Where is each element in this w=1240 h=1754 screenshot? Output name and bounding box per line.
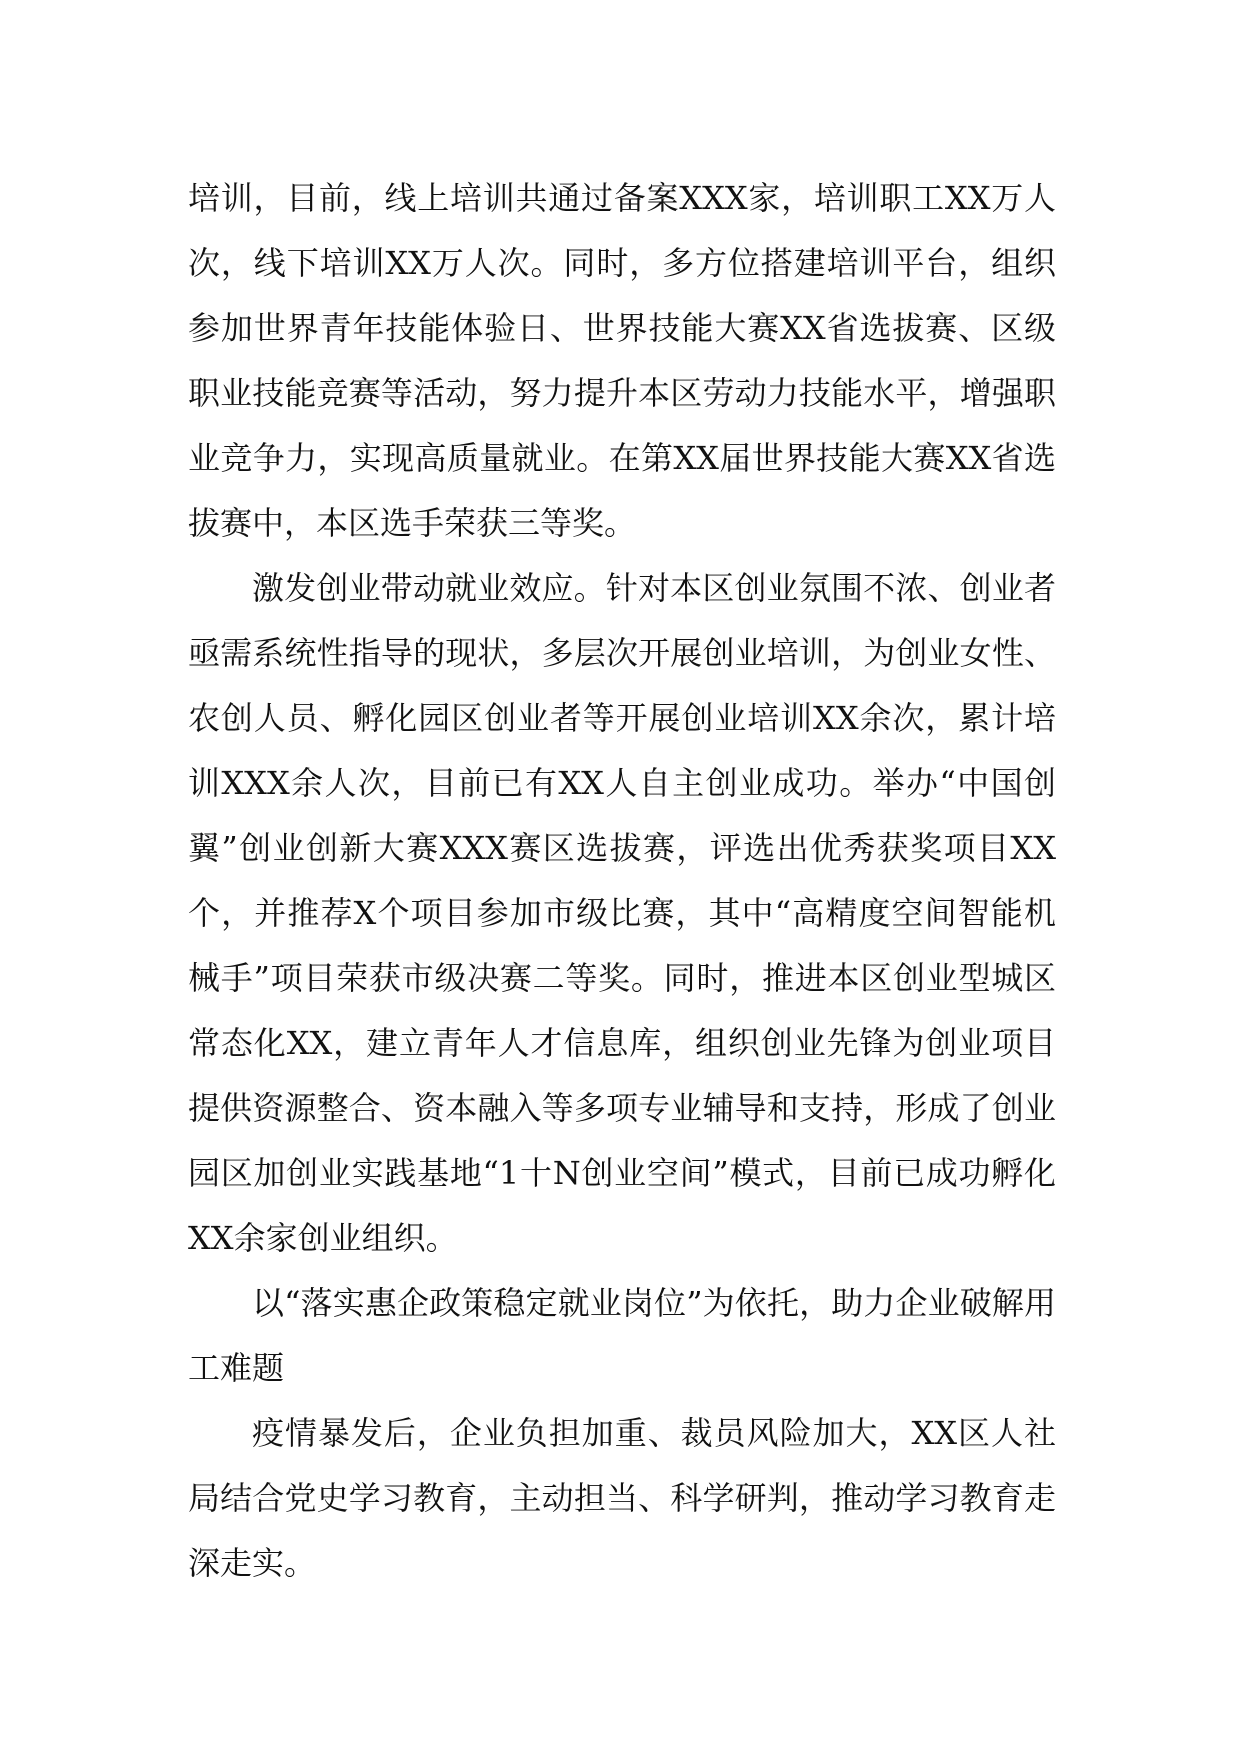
paragraph-4: 疫情暴发后，企业负担加重、裁员风险加大，XX区人社局结合党史学习教育，主动担当、科学研判，推动学习教育走深走实。 (188, 1414, 1056, 1582)
paragraph-1: 培训，目前，线上培训共通过备案XXX家，培训职工XX万人次，线下培训XX万人次。同时，多方位搭建培训平台，组织参加世界青年技能体验日、世界技能大赛XX省选拔赛、区级职业技能竞赛等活动，努力提升本区劳动力技能水平，增强职业竞争力，实现高质量就业。在第XX届世界技能大赛XX省选拔赛中，本区选手荣获三等奖。 (188, 179, 1056, 542)
document-body (188, 166, 1056, 1596)
paragraph-3-heading: 以“落实惠企政策稳定就业岗位”为依托，助力企业破解用工难题 (188, 1284, 1056, 1387)
paragraph-2: 激发创业带动就业效应。针对本区创业氛围不浓、创业者亟需系统性指导的现状，多层次开展创业培训，为创业女性、农创人员、孵化园区创业者等开展创业培训XX余次，累计培训XXX余人次，目前已有XX人自主创业成功。举办“中国创翼”创业创新大赛XXX赛区选拔赛，评选出优秀获奖项目XX个，并推荐X个项目参加市级比赛，其中“高精度空间智能机械手”项目荣获市级决赛二等奖。同时，推进本区创业型城区常态化XX，建立青年人才信息库，组织创业先锋为创业项目提供资源整合、资本融入等多项专业辅导和支持，形成了创业园区加创业实践基地“1十N创业空间”模式，目前已成功孵化XX余家创业组织。 (188, 569, 1056, 1257)
